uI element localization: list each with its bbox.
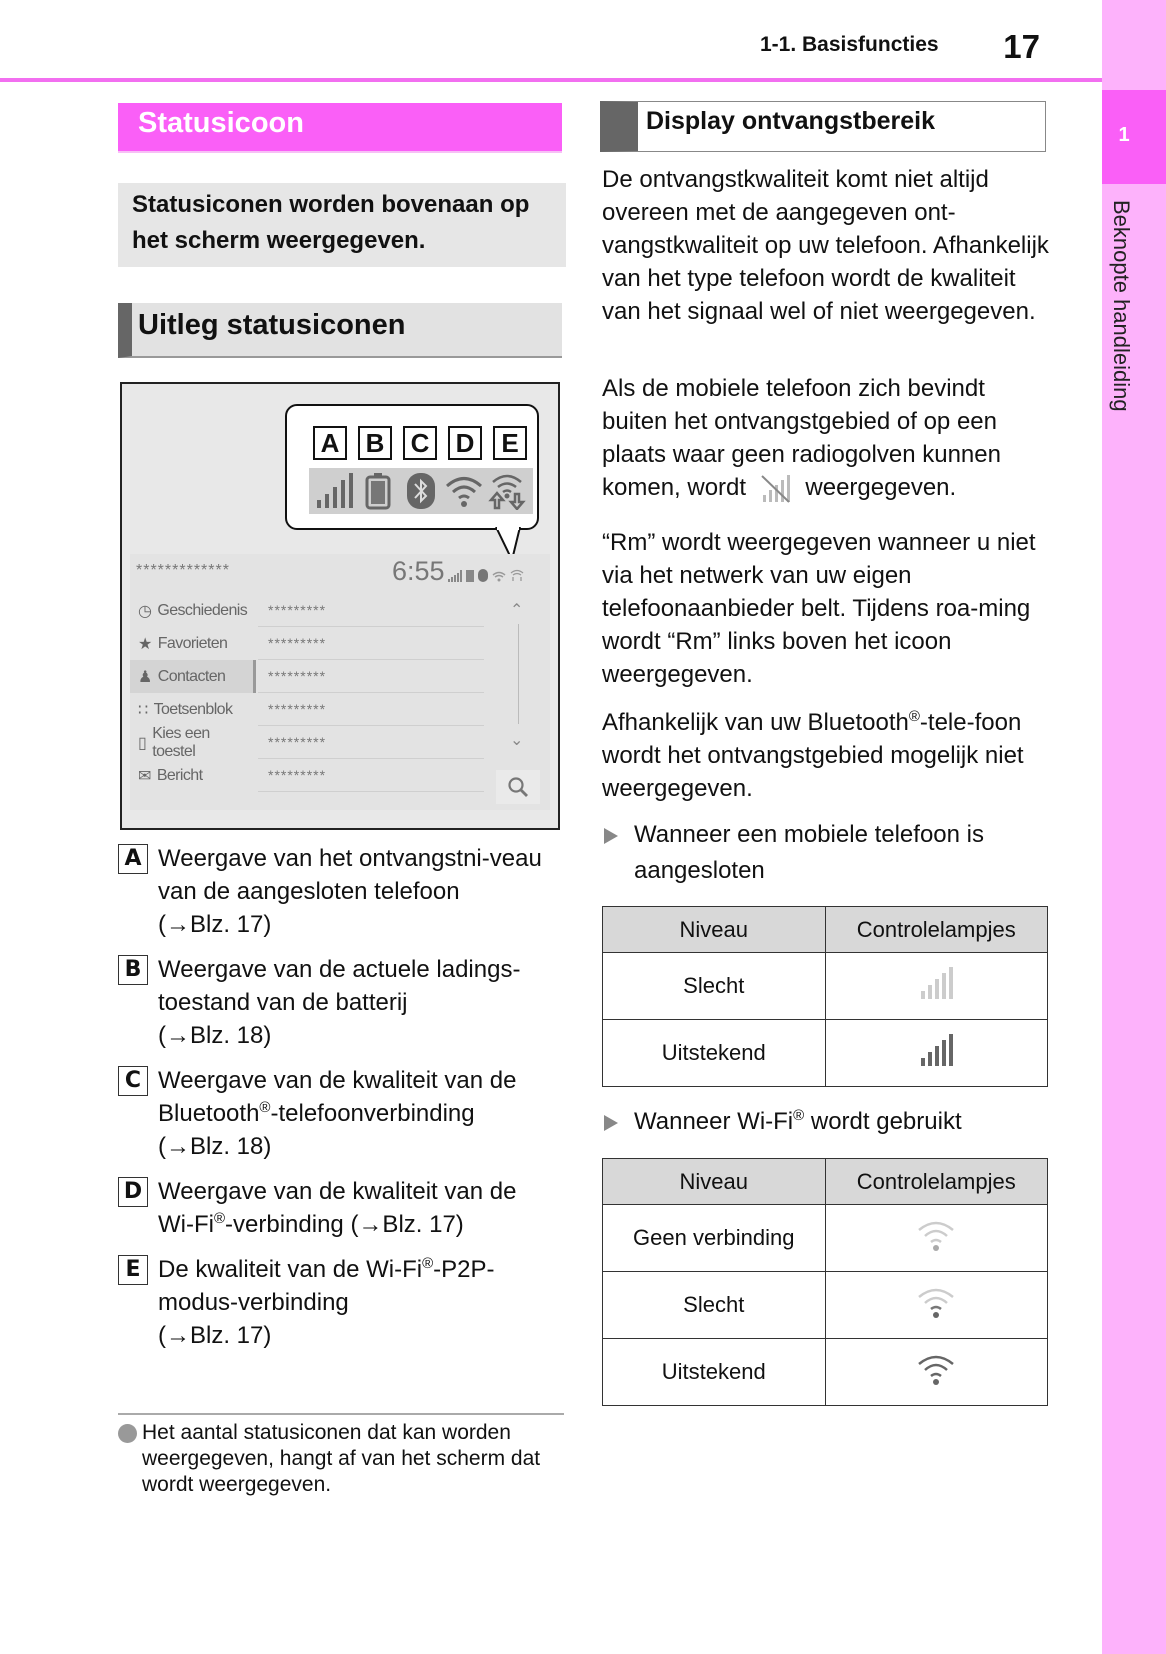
wifi-weak-icon xyxy=(916,1285,956,1319)
legend-item-d xyxy=(118,1175,558,1241)
indicator-cell xyxy=(825,953,1048,1020)
registered-mark: ® xyxy=(213,1210,226,1227)
legend-text: Weergave van de kwaliteit van de Bluetooth xyxy=(158,1067,517,1127)
paragraph-2 xyxy=(602,372,1052,504)
bullet-text-end: wordt gebruikt xyxy=(804,1108,962,1135)
mini-signal-icon xyxy=(448,570,462,582)
scroll-track[interactable] xyxy=(518,624,519,724)
menu-label: Kies een toestel xyxy=(152,724,210,760)
legend-key: C xyxy=(118,1066,148,1096)
wifi-strong-icon xyxy=(916,1352,956,1386)
intro-summary: Statusiconen worden bovenaan op het scherm weergegeven. xyxy=(118,183,566,267)
phone-menu-contacten[interactable] xyxy=(130,660,256,693)
paragraph-1: De ontvangstkwaliteit komt niet altijd overeen met de aangegeven ont-vangstkwaliteit op uw telefoon. Afhankelijk van het type telefoon wordt de kwaliteit van het signaal wel of niet weergegeven. xyxy=(602,166,1049,325)
page-reference[interactable]: (→Blz. 17) xyxy=(158,911,272,938)
note-divider xyxy=(118,1413,564,1415)
callout-letter-e: E xyxy=(493,426,527,460)
table-row xyxy=(603,953,1048,1020)
phone-scrollbar[interactable] xyxy=(492,594,542,810)
legend-text: -P2P-modus-verbinding xyxy=(158,1256,495,1316)
menu-label: Geschiedenis xyxy=(157,601,248,619)
phone-menu-favorieten[interactable] xyxy=(130,627,256,660)
indicator-cell xyxy=(825,1272,1048,1339)
paragraph-3: “Rm” wordt weergegeven wanneer u niet via het netwerk van uw eigen telefoonaanbieder belt. Tijdens roa-ming wordt “Rm” links boven het icoon weergegeven. xyxy=(602,529,1036,688)
subheading-uitleg: Uitleg statusiconen xyxy=(118,303,562,358)
menu-label: Contacten xyxy=(157,667,226,685)
note xyxy=(118,1420,568,1498)
signal-level-table xyxy=(602,906,1048,1087)
scroll-up-icon[interactable]: ⌃ xyxy=(510,602,524,619)
section-title: Statusicoon xyxy=(118,103,562,153)
paragraph-2-text-end: weergegeven. xyxy=(805,474,957,501)
callout-icons xyxy=(309,468,533,514)
paragraph-4-text-end: -tele-foon wordt het ontvangstgebied mogelijk niet weergegeven. xyxy=(602,709,1024,802)
legend-text: Weergave van de actuele ladings-toestand van de batterij xyxy=(158,956,521,1016)
mini-battery-icon xyxy=(466,569,474,582)
page-reference[interactable]: (→Blz. 17) xyxy=(158,1322,272,1349)
subheading-display-ontvangstbereik: Display ontvangstbereik xyxy=(600,101,1046,152)
envelope-icon: ✉ xyxy=(138,767,151,785)
phone-contact-list xyxy=(258,594,484,792)
level-cell: Slecht xyxy=(603,1272,826,1339)
legend-key: A xyxy=(118,844,148,874)
paragraph-4 xyxy=(602,706,1052,805)
list-item[interactable]: ********* xyxy=(258,594,484,627)
page-number: 17 xyxy=(1003,28,1040,65)
person-icon: ♟ xyxy=(138,668,152,686)
search-icon xyxy=(507,776,529,798)
indicator-cell xyxy=(825,1339,1048,1406)
wifi-p2p-icon xyxy=(487,471,527,511)
column-header-niveau: Niveau xyxy=(603,1159,826,1205)
page-reference[interactable]: (→Blz. 18) xyxy=(158,1133,272,1160)
mini-bluetooth-icon xyxy=(478,569,488,582)
scroll-down-icon[interactable]: ⌄ xyxy=(510,732,524,749)
legend-text: -telefoonverbinding xyxy=(270,1100,475,1127)
mini-wifi-p2p-icon xyxy=(510,568,524,582)
chapter-title: Beknopte handleiding xyxy=(1109,200,1134,412)
page-reference[interactable]: (→Blz. 18) xyxy=(158,1022,272,1049)
phone-menu-toetsenblok[interactable] xyxy=(130,693,256,726)
note-text: Het aantal statusiconen dat kan worden weergegeven, hangt af van het scherm dat wordt weergegeven. xyxy=(142,1421,541,1496)
registered-mark: ® xyxy=(422,1255,434,1272)
indicator-cell xyxy=(825,1020,1048,1087)
list-item[interactable]: ********* xyxy=(258,627,484,660)
paragraph-4-text: Afhankelijk van uw Bluetooth xyxy=(602,709,909,736)
legend-text: Weergave van de kwaliteit van de Wi-Fi xyxy=(158,1178,517,1238)
table-header-row xyxy=(603,907,1048,953)
chapter-number: 1 xyxy=(1118,124,1130,146)
wifi-icon xyxy=(444,471,484,511)
signal-bars-strong-icon xyxy=(919,1033,953,1067)
device-icon: ▯ xyxy=(138,734,147,752)
callout-letter-b: B xyxy=(358,426,392,460)
mini-wifi-icon xyxy=(492,570,506,582)
column-header-niveau: Niveau xyxy=(603,907,826,953)
running-header-section: 1-1. Basisfuncties xyxy=(760,33,939,56)
list-item[interactable]: ********* xyxy=(258,660,484,693)
no-signal-icon xyxy=(761,475,791,503)
battery-icon xyxy=(358,471,398,511)
phone-menu-geschiedenis[interactable] xyxy=(130,594,256,627)
registered-mark: ® xyxy=(793,1107,805,1124)
column-header-controlelampjes: Controlelampjes xyxy=(825,907,1048,953)
bullet-text: Wanneer een mobiele telefoon is aangesloten xyxy=(634,821,984,884)
legend-item-c xyxy=(118,1064,558,1163)
phone-menu xyxy=(130,594,256,792)
legend-item-b xyxy=(118,953,558,1052)
page-reference[interactable]: (→Blz. 17) xyxy=(350,1211,464,1238)
phone-clock: 6:55 xyxy=(392,556,445,586)
list-item[interactable]: ********* xyxy=(258,726,484,759)
level-cell: Geen verbinding xyxy=(603,1205,826,1272)
legend-key: E xyxy=(118,1255,148,1285)
table-row xyxy=(603,1205,1048,1272)
column-header-controlelampjes: Controlelampjes xyxy=(825,1159,1048,1205)
callout-letters xyxy=(313,426,527,460)
phone-title-masked: ************* xyxy=(136,562,230,579)
menu-label: Favorieten xyxy=(157,634,228,652)
phone-status-icons xyxy=(448,568,524,582)
bullet-text: Wanneer Wi-Fi xyxy=(634,1108,794,1135)
table-header-row xyxy=(603,1159,1048,1205)
list-item[interactable]: ********* xyxy=(258,693,484,726)
signal-bars-icon xyxy=(315,471,355,511)
clock-icon: ◷ xyxy=(138,602,152,620)
legend-text: -verbinding xyxy=(225,1211,344,1238)
wifi-level-table xyxy=(602,1158,1048,1406)
legend-text: De kwaliteit van de Wi-Fi xyxy=(158,1256,423,1283)
phone-menu-kies-een-toestel[interactable] xyxy=(130,726,256,759)
signal-bars-weak-icon xyxy=(919,966,953,1000)
indicator-cell xyxy=(825,1205,1048,1272)
header-rule xyxy=(0,78,1102,82)
table-row xyxy=(603,1272,1048,1339)
legend-key: B xyxy=(118,955,148,985)
level-cell: Uitstekend xyxy=(603,1339,826,1406)
paragraph-2-text: Als de mobiele telefoon zich bevindt buiten het ontvangstgebied of op een plaats waar geen radiogolven kunnen komen, wordt xyxy=(602,375,1001,501)
triangle-bullet-icon xyxy=(604,828,618,844)
wifi-none-icon xyxy=(916,1218,956,1252)
search-button[interactable] xyxy=(496,770,540,804)
legend-text: Weergave van het ontvangstni-veau van de aangesloten telefoon xyxy=(158,845,542,905)
callout-letter-c: C xyxy=(403,426,437,460)
list-item[interactable]: ********* xyxy=(258,759,484,792)
bullet-mobile-phone xyxy=(602,817,1052,889)
star-icon: ★ xyxy=(138,635,152,653)
callout-letter-d: D xyxy=(448,426,482,460)
callout-letter-a: A xyxy=(313,426,347,460)
table-row xyxy=(603,1020,1048,1087)
level-cell: Slecht xyxy=(603,953,826,1020)
legend-list xyxy=(118,842,558,1364)
legend-key: D xyxy=(118,1177,148,1207)
phone-status-bar xyxy=(130,554,550,592)
triangle-bullet-icon xyxy=(604,1115,618,1131)
bluetooth-icon xyxy=(401,471,441,511)
bullet-wifi xyxy=(602,1104,1052,1140)
legend-item-e xyxy=(118,1253,558,1352)
registered-mark: ® xyxy=(908,708,920,725)
callout-bubble xyxy=(285,404,539,530)
legend-item-a xyxy=(118,842,558,941)
level-cell: Uitstekend xyxy=(603,1020,826,1087)
bullet-dot-icon xyxy=(118,1424,137,1443)
keypad-icon: ∷ xyxy=(138,701,148,719)
status-icons-illustration xyxy=(120,382,560,830)
menu-label: Bericht xyxy=(156,766,203,784)
registered-mark: ® xyxy=(259,1099,271,1116)
phone-menu-bericht[interactable] xyxy=(130,759,256,792)
menu-label: Toetsenblok xyxy=(153,700,233,718)
table-row xyxy=(603,1339,1048,1406)
phone-screen xyxy=(130,554,550,810)
